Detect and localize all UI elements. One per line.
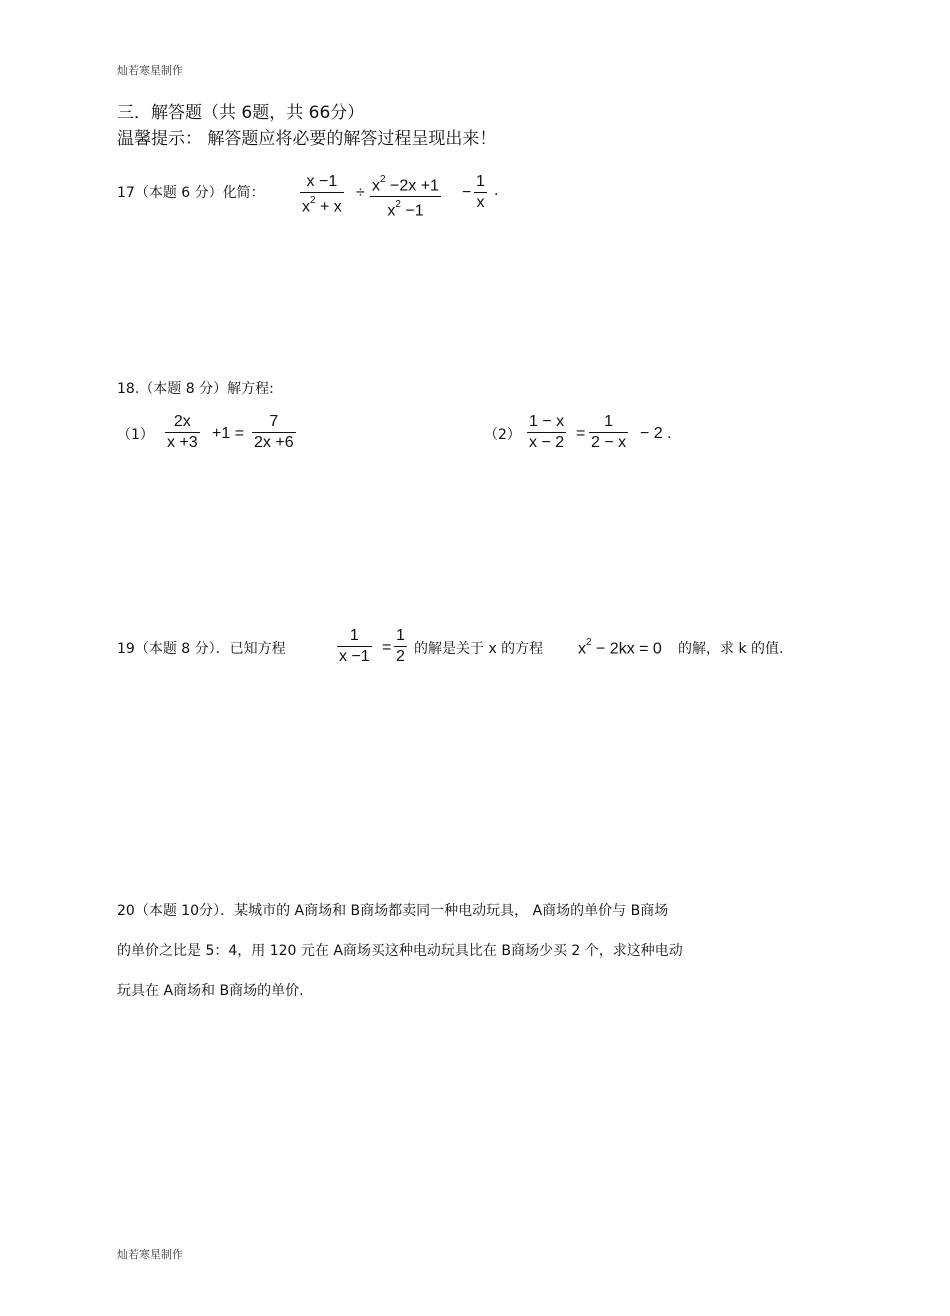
q18-p2-tail: − 2 .	[640, 425, 672, 442]
q18-p1-f2-numerator: 7	[269, 413, 279, 430]
q19-equation: $x^2 - 2kx = 0$	[578, 637, 662, 658]
q19-tail-text: 的解，求 k 的值.	[678, 641, 784, 657]
q18-label: 18.（本题 8 分）解方程:	[117, 381, 274, 397]
q18-p2-fraction-1	[527, 412, 566, 453]
q19-equals: =	[382, 639, 392, 656]
q19-middle-text: 的解是关于 x 的方程	[414, 641, 544, 657]
q18-p2-f1-numerator: 1 − x	[529, 413, 565, 430]
q17-label: 17（本题 6 分）化简：	[117, 185, 265, 201]
q19-f1-denominator: x −1	[339, 648, 370, 665]
header-watermark: 灿若寒星制作	[117, 64, 183, 77]
section-title: 三．解答题（共 6题，共 66分）	[117, 103, 365, 123]
q17-f2-denominator: $x^2 -1$	[387, 199, 424, 220]
q20-line-1: 20（本题 10分）．某城市的 A商场和 B商场都卖同一种电动玩具， A商场的单价与 B商场	[117, 903, 669, 919]
q18-p1-f2-denominator: 2x +6	[254, 434, 294, 451]
q17-f3-numerator: 1	[476, 173, 485, 190]
q18-p1-fraction-2	[252, 412, 296, 453]
q18-p1-middle: +1 =	[212, 425, 245, 442]
q20-line-3: 玩具在 A商场和 B商场的单价.	[117, 983, 304, 999]
q17-period: .	[494, 182, 499, 199]
q19-fraction-2	[394, 626, 407, 667]
q17-f3-denominator: x	[476, 194, 485, 211]
q18-p2-fraction-2	[589, 412, 628, 453]
q17-fraction-1	[300, 172, 344, 217]
q17-minus-sign: −	[462, 184, 472, 201]
q18-p1-fraction-1	[165, 412, 200, 453]
q20-line-2: 的单价之比是 5：4，用 120 元在 A商场买这种电动玩具比在 B商场少买 2 个，求这种电动	[117, 943, 683, 959]
q18-part1-label: （1）	[117, 427, 154, 443]
q17-f2-numerator: $x^2 -2x +1$	[372, 174, 439, 195]
footer-watermark: 灿若寒星制作	[117, 1248, 183, 1261]
q19-fraction-1	[337, 626, 372, 667]
q17-fraction-3	[474, 172, 487, 213]
q19-label: 19（本题 8 分）．已知方程	[117, 641, 286, 657]
q18-part2-label: （2）	[484, 427, 521, 443]
q18-p2-equals: =	[576, 425, 586, 442]
q19-f1-numerator: 1	[349, 627, 359, 644]
q19-f2-numerator: 1	[396, 627, 405, 644]
q18-p2-f1-denominator: x − 2	[529, 434, 565, 451]
q17-fraction-2	[370, 172, 441, 222]
q17-divide-sign: ÷	[356, 184, 365, 201]
q18-p1-f1-denominator: x +3	[167, 434, 198, 451]
q17-f1-denominator: $x^2 + x$	[302, 195, 342, 216]
q19-f2-denominator: 2	[396, 648, 405, 665]
q18-p2-f2-denominator: 2 − x	[591, 434, 627, 451]
q18-p2-f2-numerator: 1	[604, 413, 614, 430]
section-hint: 温馨提示： 解答题应将必要的解答过程呈现出来！	[117, 129, 497, 149]
q17-f1-numerator: x −1	[306, 173, 338, 190]
q18-p1-f1-numerator: 2x	[173, 413, 191, 430]
